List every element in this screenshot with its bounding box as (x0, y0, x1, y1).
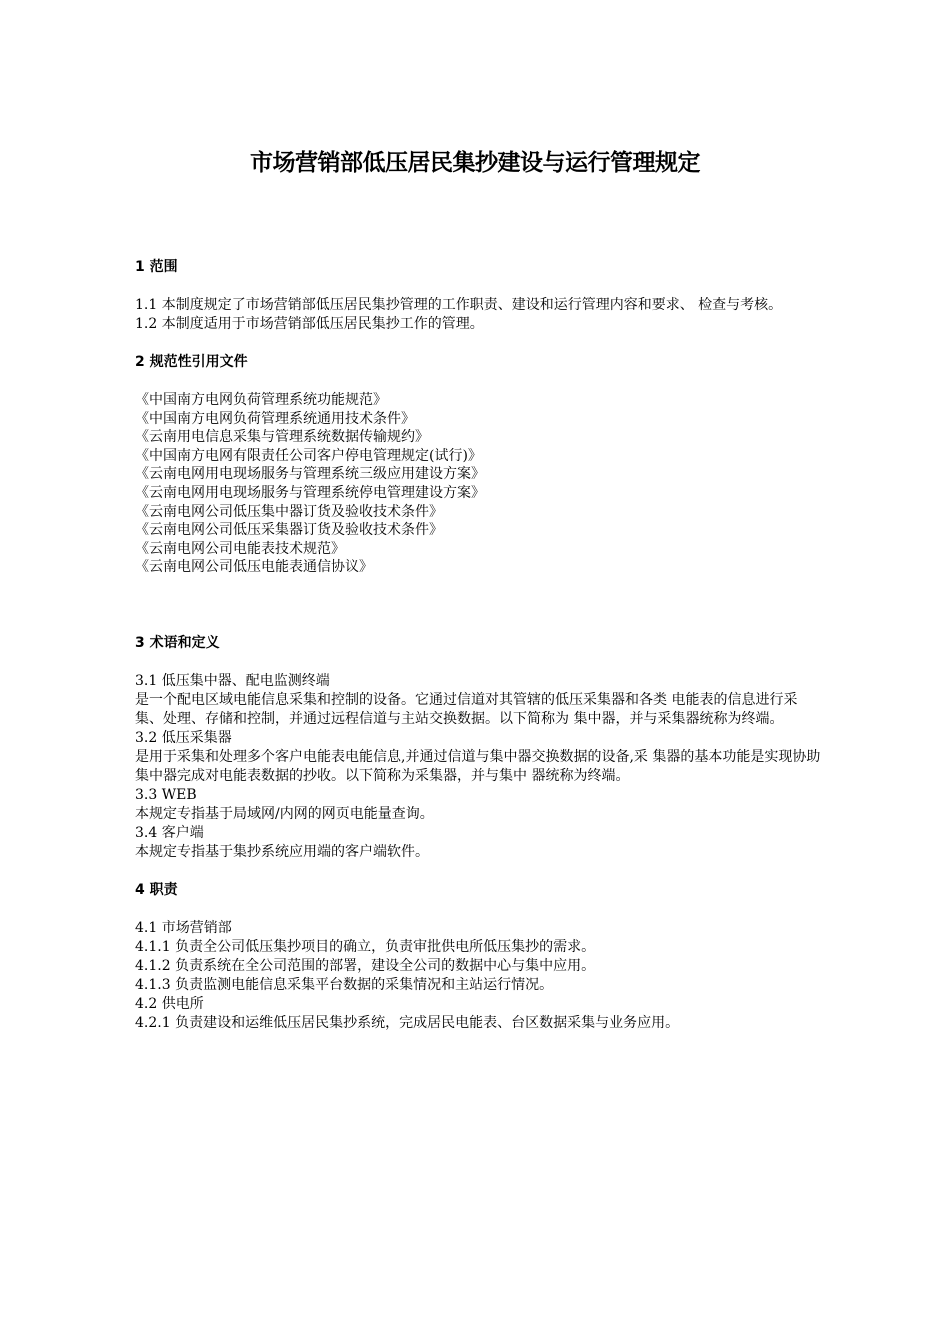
responsibility-line: 4.1.1 负责全公司低压集抄项目的确立，负责审批供电所低压集抄的需求。 (135, 938, 596, 955)
term-3-3-title: 3.3 WEB (135, 786, 197, 803)
reference-item: 《云南电网用电现场服务与管理系统三级应用建设方案》 (135, 466, 485, 483)
term-3-1-body: 是一个配电区域电能信息采集和控制的设备。它通过信道对其管辖的低压采集器和各类 电能表的信息进行采集、处理、存储和控制，并通过远程信道与主站交换数据。以下简称为 集中器，并与采集器统称为终端。 (135, 691, 798, 727)
paragraph-1-1: 1.1 本制度规定了市场营销部低压居民集抄管理的工作职责、建设和运行管理内容和要求、 检查与考核。 (135, 297, 783, 313)
term-3-1-title: 3.1 低压集中器、配电监测终端 (135, 672, 330, 689)
section-heading-scope: 1 范围 (135, 259, 178, 275)
responsibility-line: 4.2 供电所 (135, 995, 204, 1012)
reference-item: 《中国南方电网负荷管理系统功能规范》 (135, 392, 387, 408)
term-3-4-title: 3.4 客户端 (135, 824, 204, 841)
reference-item: 《中国南方电网有限责任公司客户停电管理规定(试行)》 (135, 447, 482, 464)
term-3-4-body: 本规定专指基于集抄系统应用端的客户端软件。 (135, 843, 429, 860)
reference-item: 《云南电网用电现场服务与管理系统停电管理建设方案》 (135, 484, 485, 501)
reference-item: 《云南电网公司低压采集器订货及验收技术条件》 (135, 522, 443, 539)
reference-item: 《中国南方电网负荷管理系统通用技术条件》 (135, 410, 415, 427)
section-heading-responsibilities: 4 职责 (135, 881, 178, 898)
responsibility-line: 4.1 市场营销部 (135, 919, 232, 936)
responsibility-line: 4.1.2 负责系统在全公司范围的部署，建设全公司的数据中心与集中应用。 (135, 957, 596, 974)
responsibility-line: 4.2.1 负责建设和运维低压居民集抄系统，完成居民电能表、台区数据采集与业务应用。 (135, 1014, 680, 1031)
reference-item: 《云南电网公司低压电能表通信协议》 (135, 559, 373, 576)
document-body (135, 258, 825, 1033)
section-heading-references: 2 规范性引用文件 (135, 354, 248, 370)
section-heading-terms: 3 术语和定义 (135, 634, 220, 651)
reference-item: 《云南电网公司低压集中器订货及验收技术条件》 (135, 503, 443, 520)
reference-list (135, 391, 825, 577)
reference-item: 《云南电网公司电能表技术规范》 (135, 540, 345, 557)
term-3-2-title: 3.2 低压采集器 (135, 729, 232, 746)
term-3-3-body: 本规定专指基于局域网/内网的网页电能量查询。 (135, 805, 434, 822)
paragraph-1-2: 1.2 本制度适用于市场营销部低压居民集抄工作的管理。 (135, 316, 484, 332)
document-title: 市场营销部低压居民集抄建设与运行管理规定 (250, 150, 700, 176)
responsibility-line: 4.1.3 负责监测电能信息采集平台数据的采集情况和主站运行情况。 (135, 976, 554, 993)
reference-item: 《云南用电信息采集与管理系统数据传输规约》 (135, 429, 429, 446)
term-3-2-body: 是用于采集和处理多个客户电能表电能信息,并通过信道与集中器交换数据的设备,采 集器的基本功能是实现协助集中器完成对电能表数据的抄收。以下简称为采集器，并与集中 器统称为终端。 (135, 748, 821, 784)
